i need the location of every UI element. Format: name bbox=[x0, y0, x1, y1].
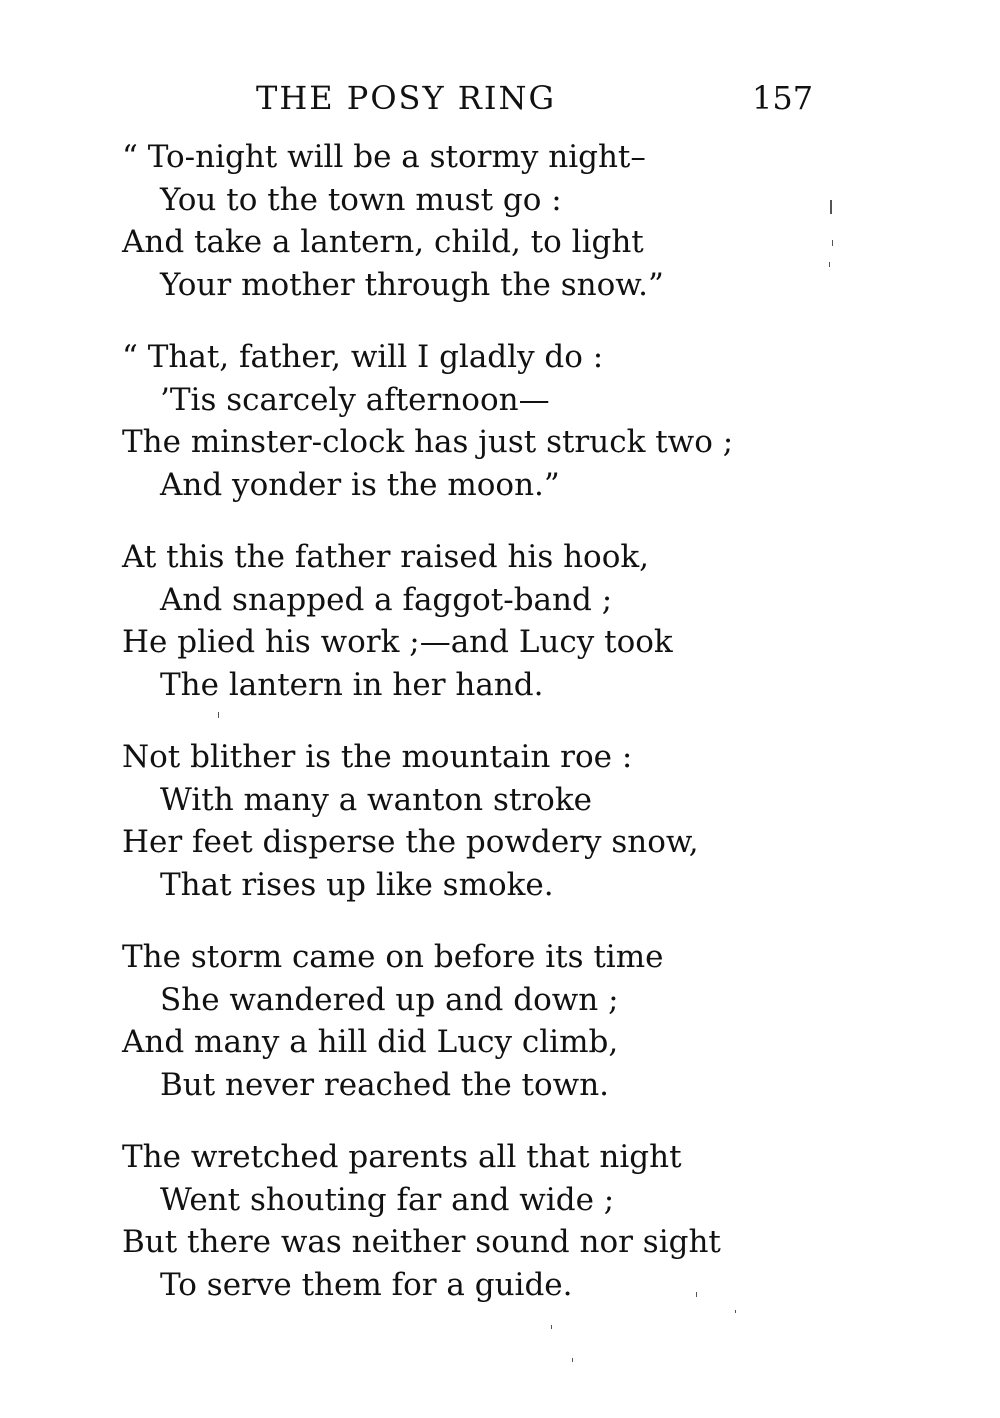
poem-line: That rises up like smoke. bbox=[160, 866, 554, 903]
scan-speck bbox=[218, 712, 219, 718]
poem-line: Her feet disperse the powdery snow, bbox=[122, 824, 699, 860]
poem-line: Not blither is the mountain roe : bbox=[122, 739, 633, 775]
stanza-1 bbox=[122, 136, 882, 306]
poem-line: “ To-night will be a stormy night– bbox=[122, 139, 646, 175]
scan-speck bbox=[551, 1325, 552, 1329]
poem-line: The storm came on before its time bbox=[122, 939, 664, 975]
running-head-title: THE POSY RING bbox=[256, 79, 557, 117]
poem-line: And yonder is the moon.” bbox=[160, 466, 560, 503]
poem-line: With many a wanton stroke bbox=[160, 781, 592, 818]
scan-speck bbox=[829, 262, 830, 267]
stanza-2 bbox=[122, 336, 882, 506]
poem-line: And take a lantern, child, to light bbox=[122, 224, 644, 260]
stanza-6 bbox=[122, 1136, 882, 1306]
poem-line: And many a hill did Lucy climb, bbox=[122, 1024, 619, 1060]
scan-speck bbox=[696, 1292, 697, 1297]
stanza-5 bbox=[122, 936, 882, 1106]
poem-line: But never reached the town. bbox=[160, 1066, 610, 1103]
scan-speck bbox=[735, 1310, 736, 1313]
poem-line: But there was neither sound nor sight bbox=[122, 1224, 721, 1260]
poem-line: You to the town must go : bbox=[160, 181, 562, 218]
poem-line: At this the father raised his hook, bbox=[122, 539, 650, 575]
stanza-4 bbox=[122, 736, 882, 906]
scan-speck bbox=[830, 200, 832, 214]
poem-line: The wretched parents all that night bbox=[122, 1139, 682, 1175]
poem-line: Your mother through the snow.” bbox=[160, 266, 664, 303]
poem-line: ’Tis scarcely afternoon— bbox=[160, 381, 550, 418]
poem-line: The minster-clock has just struck two ; bbox=[122, 424, 734, 460]
poem-line: And snapped a faggot-band ; bbox=[160, 581, 613, 618]
poem-line: The lantern in her hand. bbox=[160, 666, 544, 703]
poem-line: He plied his work ;—and Lucy took bbox=[122, 624, 673, 660]
scan-speck bbox=[832, 240, 833, 246]
scan-speck bbox=[572, 1358, 573, 1362]
page-number: 157 bbox=[752, 79, 814, 117]
poem-line: “ That, father, will I gladly do : bbox=[122, 339, 604, 375]
poem-line: She wandered up and down ; bbox=[160, 981, 619, 1018]
stanza-3 bbox=[122, 536, 882, 706]
poem-line: Went shouting far and wide ; bbox=[160, 1181, 615, 1218]
poem bbox=[122, 136, 882, 1336]
poem-line: To serve them for a guide. bbox=[160, 1266, 573, 1303]
